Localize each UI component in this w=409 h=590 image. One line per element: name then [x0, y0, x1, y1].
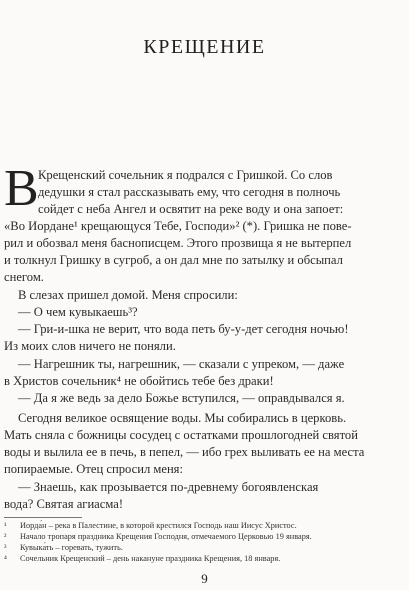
footnote-divider: [4, 517, 82, 518]
text-line: снегом.: [4, 270, 44, 284]
footnote-text: Начало тропаря праздника Крещения Господня, отмечаемого Церковью 19 января.: [20, 532, 312, 541]
text-line: сойдет с неба Ангел и освятит на реке воду и она запоет:: [38, 202, 344, 216]
footnote-number: ²: [4, 532, 7, 541]
footnote-4: [4, 553, 280, 564]
text-line: дедушки я стал рассказывать ему, что сегодня в полночь: [38, 185, 341, 199]
text-line: попираемые. Отец спросил меня:: [4, 462, 183, 476]
footnote-1: [4, 520, 297, 531]
chapter-title: КРЕЩЕНИЕ: [143, 36, 266, 58]
text-line: Сегодня великое освящение воды. Мы собирались в церковь.: [18, 411, 347, 425]
footnote-number: ³: [4, 543, 7, 552]
text-line: — О чем кувыкаешь³?: [18, 305, 138, 319]
drop-cap: В: [4, 160, 39, 217]
text-line: вода? Святая агиасма!: [4, 497, 124, 511]
text-line: в Христов сочельник⁴ не обойтись тебе без драки!: [4, 374, 274, 388]
text-line: Мать сняла с божницы сосудец с остатками прошлогодней святой: [4, 428, 358, 442]
text-line: — Нагрешник ты, нагрешник, — сказали с упреком, — даже: [18, 357, 345, 371]
footnote-3: [4, 542, 123, 553]
text-line: — Да я же ведь за дело Божье вступился, — оправдывался я.: [18, 391, 345, 405]
text-line: воды и вылила ее в печь, в пепел, — ибо грех выливать ее на места: [4, 445, 365, 459]
text-line: Из моих слов ничего не поняли.: [4, 339, 176, 353]
footnote-number: ⁴: [4, 554, 7, 563]
footnote-text: Иорда́н – река в Палестине, в которой крестился Господь наш Иисус Христос.: [20, 521, 297, 530]
text-line: — Знаешь, как прозывается по-древнему богоявленская: [18, 480, 319, 494]
page-number: 9: [201, 571, 208, 586]
footnote-number: ¹: [4, 521, 7, 530]
text-line: «Во Иордане¹ крещающуся Тебе, Господи»² (*). Гришка не пове-: [4, 219, 352, 233]
footnote-text: Сочельник Крещенский – день накануне праздника Крещения, 18 января.: [20, 554, 281, 563]
footnote-2: [4, 531, 312, 542]
text-line: Крещенский сочельник я подрался с Гришкой. Со слов: [38, 168, 333, 182]
footnote-text: Кувыка́ть – горевать, тужить.: [20, 543, 123, 552]
text-line: и толкнул Гришку в сугроб, а он дал мне по затылку и обсыпал: [4, 253, 343, 267]
text-line: — Гри-и-шка не верит, что вода петь бу-у-дет сегодня ночью!: [18, 322, 349, 336]
text-line: рил и обозвал меня баснописцем. Этого прозвища я не вытерпел: [4, 236, 352, 250]
text-line: В слезах пришел домой. Меня спросили:: [18, 288, 238, 302]
